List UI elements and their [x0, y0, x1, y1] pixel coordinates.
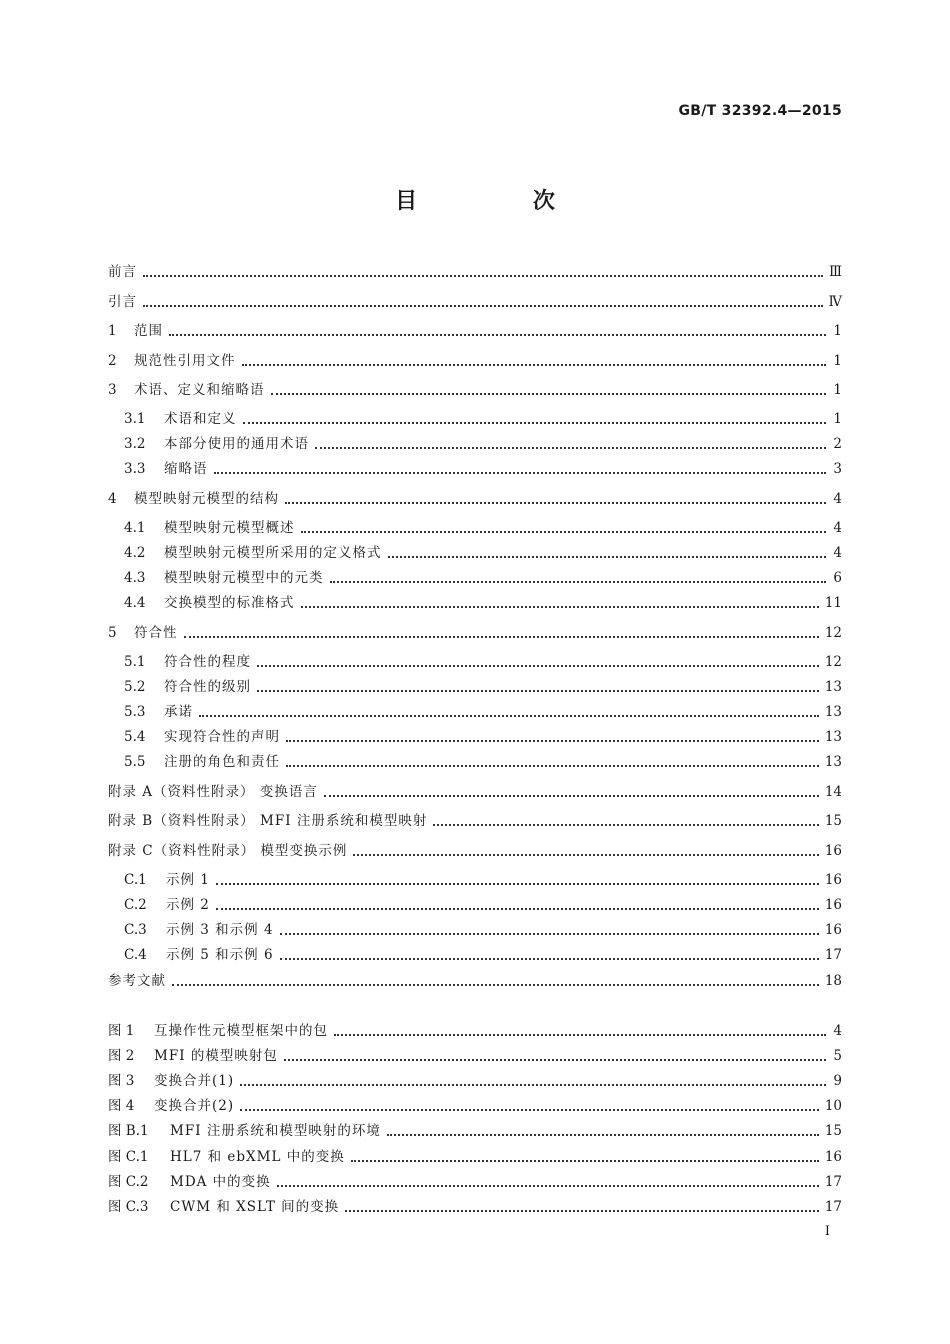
toc-entry-bibliography[interactable] [108, 971, 842, 991]
toc-number: 5.4 [124, 729, 146, 745]
toc-entry-5-5[interactable] [124, 752, 842, 772]
dot-leader [214, 471, 827, 474]
toc-entry-5-4[interactable] [124, 727, 842, 747]
toc-entry-5-3[interactable] [124, 702, 842, 722]
dot-leader [184, 635, 819, 638]
toc-page: 16 [824, 872, 842, 888]
toc-entry-5-2[interactable] [124, 677, 842, 697]
toc-entry-introduction[interactable] [108, 292, 842, 312]
toc-number: 5.2 [124, 679, 146, 695]
toc-label: 术语、定义和缩略语 [134, 382, 265, 398]
dot-leader [172, 983, 819, 986]
figure-number: 图 1 [108, 1023, 135, 1039]
figure-number: 图 C.1 [108, 1149, 149, 1165]
toc-number: C.1 [124, 872, 147, 888]
dot-leader [388, 555, 827, 558]
toc-number: 2 [108, 353, 117, 369]
dot-leader [143, 274, 823, 277]
toc-label: 范围 [134, 323, 163, 339]
figure-page: 15 [824, 1123, 842, 1139]
toc-page: 16 [824, 922, 842, 938]
dot-leader [285, 501, 826, 504]
dot-leader [315, 446, 826, 449]
dot-leader [242, 363, 827, 366]
toc-label: 本部分使用的通用术语 [164, 436, 309, 452]
dot-leader [277, 1184, 819, 1187]
figure-label: MFI 注册系统和模型映射的环境 [170, 1123, 381, 1139]
toc-page: 14 [824, 784, 842, 800]
figure-label: 互操作性元模型框架中的包 [154, 1023, 328, 1039]
figure-number: 图 4 [108, 1098, 135, 1114]
toc-label: 实现符合性的声明 [164, 729, 280, 745]
toc-entry-4-1[interactable] [124, 518, 842, 538]
toc-number: C.2 [124, 897, 147, 913]
dot-leader [216, 882, 819, 885]
figure-page: 10 [824, 1098, 842, 1114]
dot-leader [330, 580, 827, 583]
toc-page: 1 [833, 323, 842, 339]
toc-number: 5.3 [124, 704, 146, 720]
toc-label: 附录 B（资料性附录） MFI 注册系统和模型映射 [108, 813, 428, 829]
figure-entry-4[interactable] [108, 1096, 842, 1116]
toc-number: 4 [108, 491, 117, 507]
figure-number: 图 C.2 [108, 1174, 149, 1190]
figure-page: 16 [824, 1149, 842, 1165]
dot-leader [257, 664, 819, 667]
figure-page: 5 [833, 1048, 842, 1064]
toc-label: 模型映射元模型的结构 [134, 491, 279, 507]
dot-leader [143, 304, 823, 307]
toc-entry-3-3[interactable] [124, 459, 842, 479]
figure-page: 17 [824, 1174, 842, 1190]
toc-page: 12 [824, 654, 842, 670]
toc-entry-c-2[interactable] [124, 895, 842, 915]
toc-page: 12 [824, 625, 842, 641]
toc-page: 1 [833, 353, 842, 369]
toc-page: 1 [833, 411, 842, 427]
toc-page: 4 [833, 545, 842, 561]
toc-label: 示例 1 [166, 872, 210, 888]
toc-number: 3 [108, 382, 117, 398]
toc-entry-4[interactable] [108, 489, 842, 509]
toc-number: 1 [108, 323, 117, 339]
figure-page: 17 [824, 1199, 842, 1215]
dot-leader [271, 392, 827, 395]
toc-entry-4-2[interactable] [124, 543, 842, 563]
figure-label: CWM 和 XSLT 间的变换 [170, 1199, 340, 1215]
figure-entry-c-2[interactable] [108, 1172, 842, 1192]
dot-leader [353, 853, 818, 856]
toc-page: 17 [824, 947, 842, 963]
toc-label: 附录 C（资料性附录） 模型变换示例 [108, 843, 348, 859]
figure-entry-3[interactable] [108, 1071, 842, 1091]
toc-page: 11 [824, 595, 842, 611]
figure-entry-1[interactable] [108, 1021, 842, 1041]
toc-entry-c-3[interactable] [124, 920, 842, 940]
toc-page: Ⅳ [828, 294, 842, 310]
toc-page: 15 [824, 813, 842, 829]
toc-number: 4.2 [124, 545, 146, 561]
toc-page: 3 [833, 461, 842, 477]
dot-leader [387, 1133, 819, 1136]
dot-leader [257, 689, 819, 692]
figure-label: MFI 的模型映射包 [154, 1048, 278, 1064]
toc-label: 注册的角色和责任 [164, 754, 280, 770]
toc-entry-5-1[interactable] [124, 652, 842, 672]
dot-leader [284, 1058, 826, 1061]
toc-number: 5.5 [124, 754, 146, 770]
toc-page: 16 [824, 897, 842, 913]
toc-label: 规范性引用文件 [134, 353, 236, 369]
toc-label: 模型映射元模型所采用的定义格式 [164, 545, 382, 561]
dot-leader [286, 739, 819, 742]
toc-label: 承诺 [164, 704, 193, 720]
toc-entry-4-4[interactable] [124, 593, 842, 613]
dot-leader [324, 794, 819, 797]
toc-number: 4.3 [124, 570, 146, 586]
dot-leader [301, 530, 827, 533]
toc-entry-annex-c[interactable] [108, 841, 842, 861]
figure-label: MDA 中的变换 [170, 1174, 271, 1190]
toc-number: 3.2 [124, 436, 146, 452]
figure-page: 4 [833, 1023, 842, 1039]
figure-entry-2[interactable] [108, 1046, 842, 1066]
dot-leader [169, 333, 826, 336]
dot-leader [301, 605, 819, 608]
toc-label: 示例 2 [166, 897, 210, 913]
toc-label: 符合性 [134, 625, 178, 641]
dot-leader [351, 1159, 819, 1162]
toc-label: 缩略语 [164, 461, 208, 477]
dot-leader [334, 1033, 826, 1036]
dot-leader [240, 1083, 826, 1086]
toc-label: 交换模型的标准格式 [164, 595, 295, 611]
toc-page: 4 [833, 491, 842, 507]
toc-entry-2[interactable] [108, 351, 842, 371]
dot-leader [199, 714, 819, 717]
toc-label: 术语和定义 [164, 411, 237, 427]
toc-page: 13 [824, 704, 842, 720]
toc-number: 5.1 [124, 654, 146, 670]
toc-number: 3.1 [124, 411, 146, 427]
toc-number: C.3 [124, 922, 147, 938]
figure-label: 变换合并(1) [154, 1073, 235, 1089]
figure-page: 9 [833, 1073, 842, 1089]
dot-leader [216, 907, 819, 910]
toc-page: 1 [833, 382, 842, 398]
figure-number: 图 2 [108, 1048, 135, 1064]
toc-number: 4.4 [124, 595, 146, 611]
dot-leader [243, 421, 827, 424]
toc-label: 示例 3 和示例 4 [166, 922, 274, 938]
page-number: I [824, 1224, 830, 1239]
dot-leader [433, 823, 818, 826]
toc-entry-c-4[interactable] [124, 945, 842, 965]
dot-leader [345, 1209, 819, 1212]
dot-leader [280, 957, 819, 960]
toc-label: 符合性的程度 [164, 654, 251, 670]
figure-label: 变换合并(2) [154, 1098, 235, 1114]
toc-entry-5[interactable] [108, 623, 842, 643]
toc-label: 模型映射元模型中的元类 [164, 570, 324, 586]
toc-page: 6 [833, 570, 842, 586]
page-title: 目 次 [395, 189, 609, 214]
toc-page: 2 [833, 436, 842, 452]
toc-entry-3-1[interactable] [124, 409, 842, 429]
toc-number: C.4 [124, 947, 147, 963]
toc-page: 13 [824, 729, 842, 745]
toc-label: 参考文献 [108, 973, 166, 989]
toc-number: 4.1 [124, 520, 146, 536]
figure-entry-b-1[interactable] [108, 1121, 842, 1141]
toc-entry-4-3[interactable] [124, 568, 842, 588]
figure-entry-c-1[interactable] [108, 1147, 842, 1167]
toc-entry-foreword[interactable] [108, 262, 842, 282]
toc-page: 13 [824, 679, 842, 695]
toc-label: 附录 A（资料性附录） 变换语言 [108, 784, 318, 800]
dot-leader [280, 932, 819, 935]
figure-entry-c-3[interactable] [108, 1197, 842, 1217]
toc-entry-1[interactable] [108, 321, 842, 341]
toc-entry-3-2[interactable] [124, 434, 842, 454]
figure-number: 图 B.1 [108, 1123, 149, 1139]
toc-label: 前言 [108, 264, 137, 280]
toc-page: Ⅲ [828, 264, 842, 280]
toc-label: 模型映射元模型概述 [164, 520, 295, 536]
standard-code: GB/T 32392.4—2015 [678, 103, 842, 119]
toc-entry-c-1[interactable] [124, 870, 842, 890]
toc-label: 符合性的级别 [164, 679, 251, 695]
figure-label: HL7 和 ebXML 中的变换 [170, 1149, 345, 1165]
toc-number: 5 [108, 625, 117, 641]
toc-number: 3.3 [124, 461, 146, 477]
toc-page: 16 [824, 843, 842, 859]
toc-page: 13 [824, 754, 842, 770]
dot-leader [240, 1108, 819, 1111]
toc-entry-annex-a[interactable] [108, 782, 842, 802]
toc-page: 4 [833, 520, 842, 536]
toc-label: 示例 5 和示例 6 [166, 947, 274, 963]
figure-number: 图 3 [108, 1073, 135, 1089]
toc-label: 引言 [108, 294, 137, 310]
dot-leader [286, 764, 819, 767]
toc-entry-annex-b[interactable] [108, 811, 842, 831]
toc-entry-3[interactable] [108, 380, 842, 400]
toc-page: 18 [824, 973, 842, 989]
figure-number: 图 C.3 [108, 1199, 149, 1215]
